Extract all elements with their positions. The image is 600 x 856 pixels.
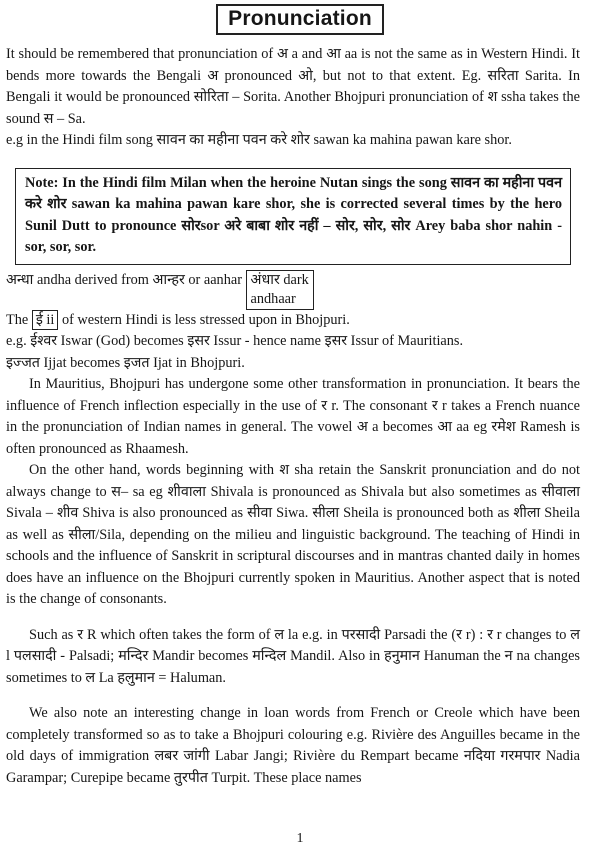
paragraph-sha: On the other hand, words beginning with श sha retain the Sanskrit pronunciation and do not always change to स– sa eg शीवाला Shivala is pronounced as Shivala but also sometimes as सीवाला Sivala – शीव Shiva is also pronounced as सीवा Siwa. सीला Sheila is pronounced both as शीला Sheila as well as सीला/Sila, depending on the milieu and linguistic background. The teaching of Hindi in schools and the influence of Sanskrit in scriptural discourses and in mantras chanted daily in homes does have an influence on the Bhojpuri currently spoken in Mauritius. Another aspect that is noted is the change of consonants. — [6, 462, 580, 607]
andha-text: अन्धा andha derived from आन्हर or aanhar — [6, 271, 242, 288]
ii-box: ई ii — [32, 310, 59, 330]
page-title: Pronunciation — [216, 4, 384, 35]
paragraph-film-song-example: e.g in the Hindi film song सावन का महीना पवन करे शोर sawan ka mahina pawan kare shor. — [6, 132, 512, 148]
andhaar-box-line2: andhaar — [250, 290, 296, 307]
paragraph-intro: It should be remembered that pronunciation of अ a and आ aa is not the same as in Western Hindi. It bends more towards the Bengali अ pronounced ओ, but not to that extent. Eg. सरिता Sarita. In Bengali it would be pronounced सोरिता – Sorita. Another Bhojpuri pronunciation of श ssha takes the sound स – Sa. — [6, 46, 580, 127]
title-block — [0, 0, 600, 35]
ii-pre-text: The — [6, 311, 29, 328]
page-number: 1 — [296, 831, 304, 846]
paragraph-r-to-l: Such as र R which often takes the form of ल la e.g. in परसादी Parsadi the (र r) : र r changes to ल l पलसादी - Palsadi; मन्दिर Mandir becomes मन्दिल Mandil. Also in हनुमान Hanuman the न na changes sometimes to ल La हलुमान = Haluman. — [6, 626, 580, 686]
andha-line — [6, 270, 580, 310]
ii-post-text: of western Hindi is less stressed upon in Bhojpuri. — [61, 311, 350, 328]
example-iswar: e.g. ईश्वर Iswar (God) becomes इसर Issur - hence name इसर Issur of Mauritians. — [6, 333, 464, 349]
andhaar-box — [246, 270, 314, 310]
example-ijjat: इज्जत Ijjat becomes इजत Ijat in Bhojpuri. — [6, 354, 245, 371]
paragraph-mauritius: In Mauritius, Bhojpuri has undergone some other transformation in pronunciation. It bears the influence of French inflection especially in the use of र r. The consonant र r takes a French nuance in the pronunciation of Indian names in general. The vowel अ a becomes आ aa eg रमेश Ramesh is often pronounced as Rhaamesh. — [6, 376, 580, 457]
page-body — [0, 44, 600, 789]
note-box: Note: In the Hindi film Milan when the heroine Nutan sings the song सावन का महीना पवन करे शोर sawan ka mahina pawan kare shor, she is corrected several times by the hero Sunil Dutt to pronounce सोरsor अरे बाबा शोर नहीं – सोर, सोर, सोर Arey baba shor nahin - sor, sor, sor. — [15, 168, 571, 265]
paragraph-loan-words: We also note an interesting change in loan words from French or Creole which have been completely transformed so as to take a Bhojpuri colouring e.g. Rivière des Anguilles became in the old days of immigration लबर जांगी Labar Jangi; Rivière du Rempart became नदिया गरमपार Nadia Garampar; Curepipe became तुरपीत Turpit. These place names — [6, 705, 580, 786]
andhaar-box-line1: अंधार dark — [250, 271, 309, 288]
ii-line — [6, 310, 580, 332]
